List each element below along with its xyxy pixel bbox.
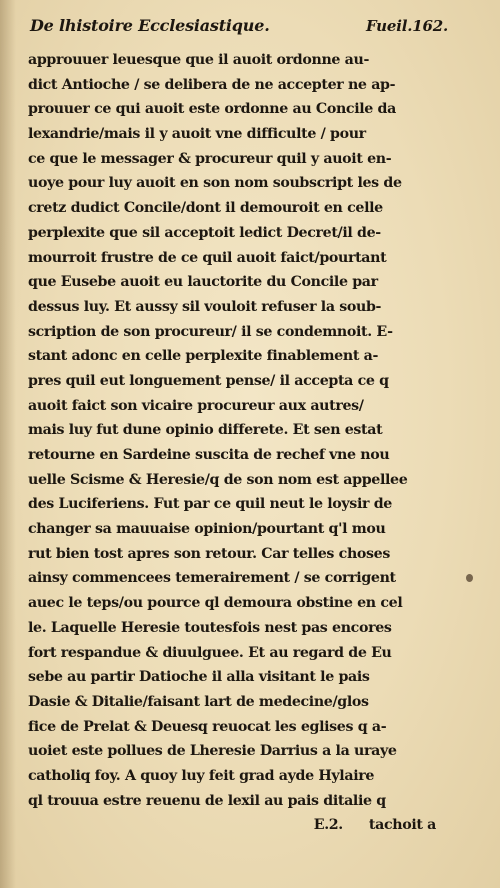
running-title: De lhistoire Ecclesiastique. bbox=[30, 16, 270, 35]
text-line: des Luciferiens. Fut par ce quil neut le loysir de bbox=[28, 496, 392, 513]
text-line: uelle Scisme & Heresie/q de son nom est appellee bbox=[28, 471, 408, 488]
running-header bbox=[28, 16, 452, 46]
text-line: Dasie & Ditalie/faisant lart de medecine/glos bbox=[28, 693, 369, 710]
text-line: retourne en Sardeine suscita de rechef vne nou bbox=[28, 447, 390, 463]
footer-line bbox=[28, 813, 452, 838]
text-line: perplexite que sil acceptoit ledict Decret/il de- bbox=[28, 224, 381, 241]
text-line: ainsy commencees temerairement / se corrigent bbox=[28, 570, 396, 587]
text-line: catholiq foy. A quoy luy feit grad ayde Hylaire bbox=[28, 767, 375, 784]
text-line: ce que le messager & procureur quil y auoit en- bbox=[28, 150, 392, 167]
text-line: stant adonc en celle perplexite finablement a- bbox=[28, 348, 378, 365]
text-line: le. Laquelle Heresie toutesfois nest pas encores bbox=[28, 619, 392, 636]
text-line: cretz dudict Concile/dont il demouroit en celle bbox=[28, 200, 383, 217]
text-line: mourroit frustre de ce quil auoit faict/pourtant bbox=[28, 249, 387, 266]
text-line: changer sa mauuaise opinion/pourtant q'l mou bbox=[28, 521, 386, 538]
text-line: fice de Prelat & Deuesq reuocat les eglises q a- bbox=[28, 718, 387, 735]
text-line: dessus luy. Et aussy sil vouloit refuser la soub- bbox=[28, 298, 382, 315]
text-line: rut bien tost apres son retour. Car telles choses bbox=[28, 545, 390, 562]
text-line: pres quil eut longuement pense/ il accepta ce q bbox=[28, 372, 389, 389]
text-line: que Eusebe auoit eu lauctorite du Concile par bbox=[28, 274, 378, 291]
catchword: tachoit a bbox=[368, 817, 436, 834]
text-line: auoit faict son vicaire procureur aux autres/ bbox=[28, 397, 364, 414]
text-line: uoye pour luy auoit en son nom soubscript les de bbox=[28, 175, 402, 192]
text-line: approuuer leuesque que il auoit ordonne au- bbox=[28, 52, 370, 68]
text-line: lexandrie/mais il y auoit vne difficulte / pour bbox=[28, 126, 366, 143]
text-block bbox=[28, 16, 452, 838]
text-line: uoiet este pollues de Lheresie Darrius a la uraye bbox=[28, 743, 397, 760]
spine-shadow bbox=[0, 0, 16, 888]
text-line: sebe au partir Datioche il alla visitant le pais bbox=[28, 669, 370, 686]
text-line: dict Antioche / se delibera de ne accepter ne ap- bbox=[28, 76, 396, 93]
text-line: prouuer ce qui auoit este ordonne au Concile da bbox=[28, 101, 396, 118]
text-line: ql trouua estre reuenu de lexil au pais ditalie q bbox=[28, 792, 386, 809]
body-text bbox=[28, 48, 452, 838]
text-line: scription de son procureur/ il se condemnoit. E- bbox=[28, 323, 393, 340]
ink-speck bbox=[466, 574, 473, 582]
signature-mark: E.2. bbox=[313, 817, 343, 834]
text-line: fort respandue & diuulguee. Et au regard de Eu bbox=[28, 644, 392, 661]
text-line: mais luy fut dune opinio differete. Et sen estat bbox=[28, 422, 383, 439]
folio-number: Fueil.162. bbox=[366, 17, 448, 35]
text-line: auec le teps/ou pource ql demoura obstine en cel bbox=[28, 595, 403, 612]
